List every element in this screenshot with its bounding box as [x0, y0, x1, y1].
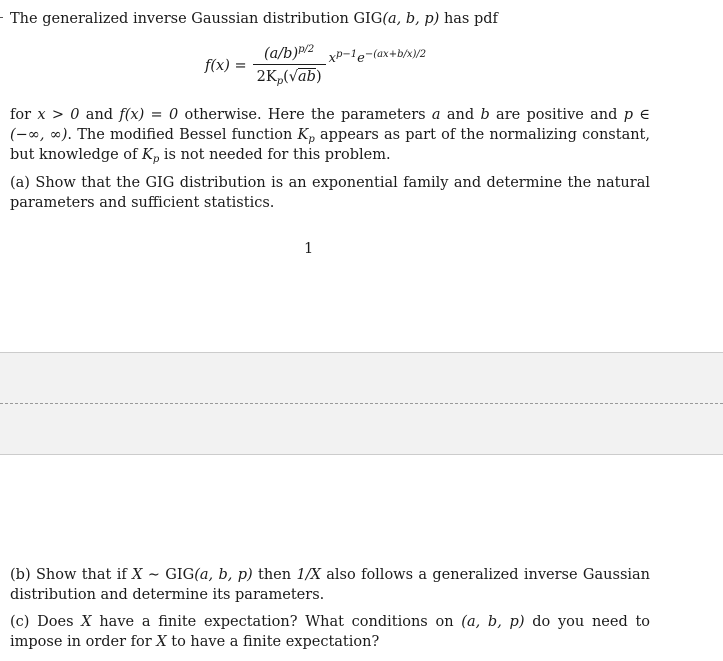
para1-subscript: p	[308, 134, 315, 145]
para1-math: K	[142, 147, 153, 163]
part-c-math: (a, b, p)	[461, 614, 525, 630]
part-b-text: then	[252, 567, 297, 583]
intro-text: The generalized inverse Gaussian distribution	[10, 11, 354, 27]
part-b-math: (a, b, p)	[194, 567, 253, 583]
numerator-exponent: p/2	[298, 44, 315, 55]
para1-text: otherwise. Here the parameters	[178, 107, 432, 123]
para1-text: . The modified Bessel function	[67, 127, 298, 143]
sqrt-radicand: ab	[298, 69, 316, 85]
page-break-divider	[0, 403, 723, 404]
numerator-base: (a/b)	[263, 46, 299, 62]
power-base: x	[328, 50, 336, 66]
formula-lhs: f(x) =	[205, 58, 247, 74]
part-b-math: X	[132, 567, 143, 583]
denominator-prefix: 2K	[256, 69, 277, 85]
part-c	[10, 612, 650, 652]
denominator-subscript: p	[276, 76, 284, 87]
part-a: (a) Show that the GIG distribution is an exponential family and determine the natural parameters and sufficient statistics.	[10, 175, 650, 211]
formula-denominator	[253, 64, 326, 87]
part-b-gig: GIG	[165, 567, 195, 583]
page-break-gap	[0, 352, 723, 455]
gig-label: GIG	[353, 11, 383, 27]
para1-math: x > 0	[37, 107, 80, 123]
para1-subscript: p	[152, 154, 160, 165]
para1-math: f(x) = 0	[119, 107, 179, 123]
para1-text: and	[440, 107, 481, 123]
part-c-text: do you need to impose in order for	[10, 614, 651, 650]
part-b	[10, 565, 650, 605]
para1-text: is not needed for this problem.	[159, 147, 391, 163]
formula-fraction	[253, 45, 326, 87]
para1-math: p ∈ (−∞, ∞)	[10, 107, 651, 143]
formula-tail	[328, 48, 427, 66]
gig-params: (a, b, p)	[382, 11, 440, 27]
exp-exponent: −(ax+b/x)/2	[364, 48, 427, 60]
part-b-text: ∼	[142, 567, 166, 583]
part-c-math: X	[156, 634, 167, 650]
intro-text-end: has pdf	[439, 11, 498, 27]
para1-text: and	[79, 107, 120, 123]
formula-numerator	[260, 45, 318, 64]
part-b-math: 1/X	[296, 567, 321, 583]
sqrt-open: (√	[283, 69, 298, 85]
power-exponent: p−1	[335, 48, 358, 60]
part-c-text: to have a finite expectation?	[166, 634, 380, 650]
para1-math: K	[297, 127, 309, 143]
parameter-paragraph	[10, 105, 650, 165]
part-c-text: (c) Does	[10, 614, 82, 630]
para1-math: a	[431, 107, 441, 123]
part-c-math: X	[81, 614, 92, 630]
exp-base: e	[357, 50, 365, 66]
para1-text: appears as part of the normalizing constant, but knowledge of	[10, 127, 650, 163]
pdf-formula	[205, 42, 426, 90]
para1-text: are positive and	[489, 107, 624, 123]
page-number: 1	[304, 241, 314, 257]
part-b-text: also follows a generalized inverse Gaussian distribution and determine its parameters.	[10, 567, 651, 603]
para1-text: for	[10, 107, 38, 123]
intro-paragraph	[10, 9, 650, 29]
para1-math: b	[480, 107, 490, 123]
part-b-text: (b) Show that if	[10, 567, 133, 583]
margin-mark	[0, 17, 3, 18]
part-c-text: have a finite expectation? What conditions on	[91, 614, 462, 630]
denominator-close: )	[315, 69, 322, 85]
